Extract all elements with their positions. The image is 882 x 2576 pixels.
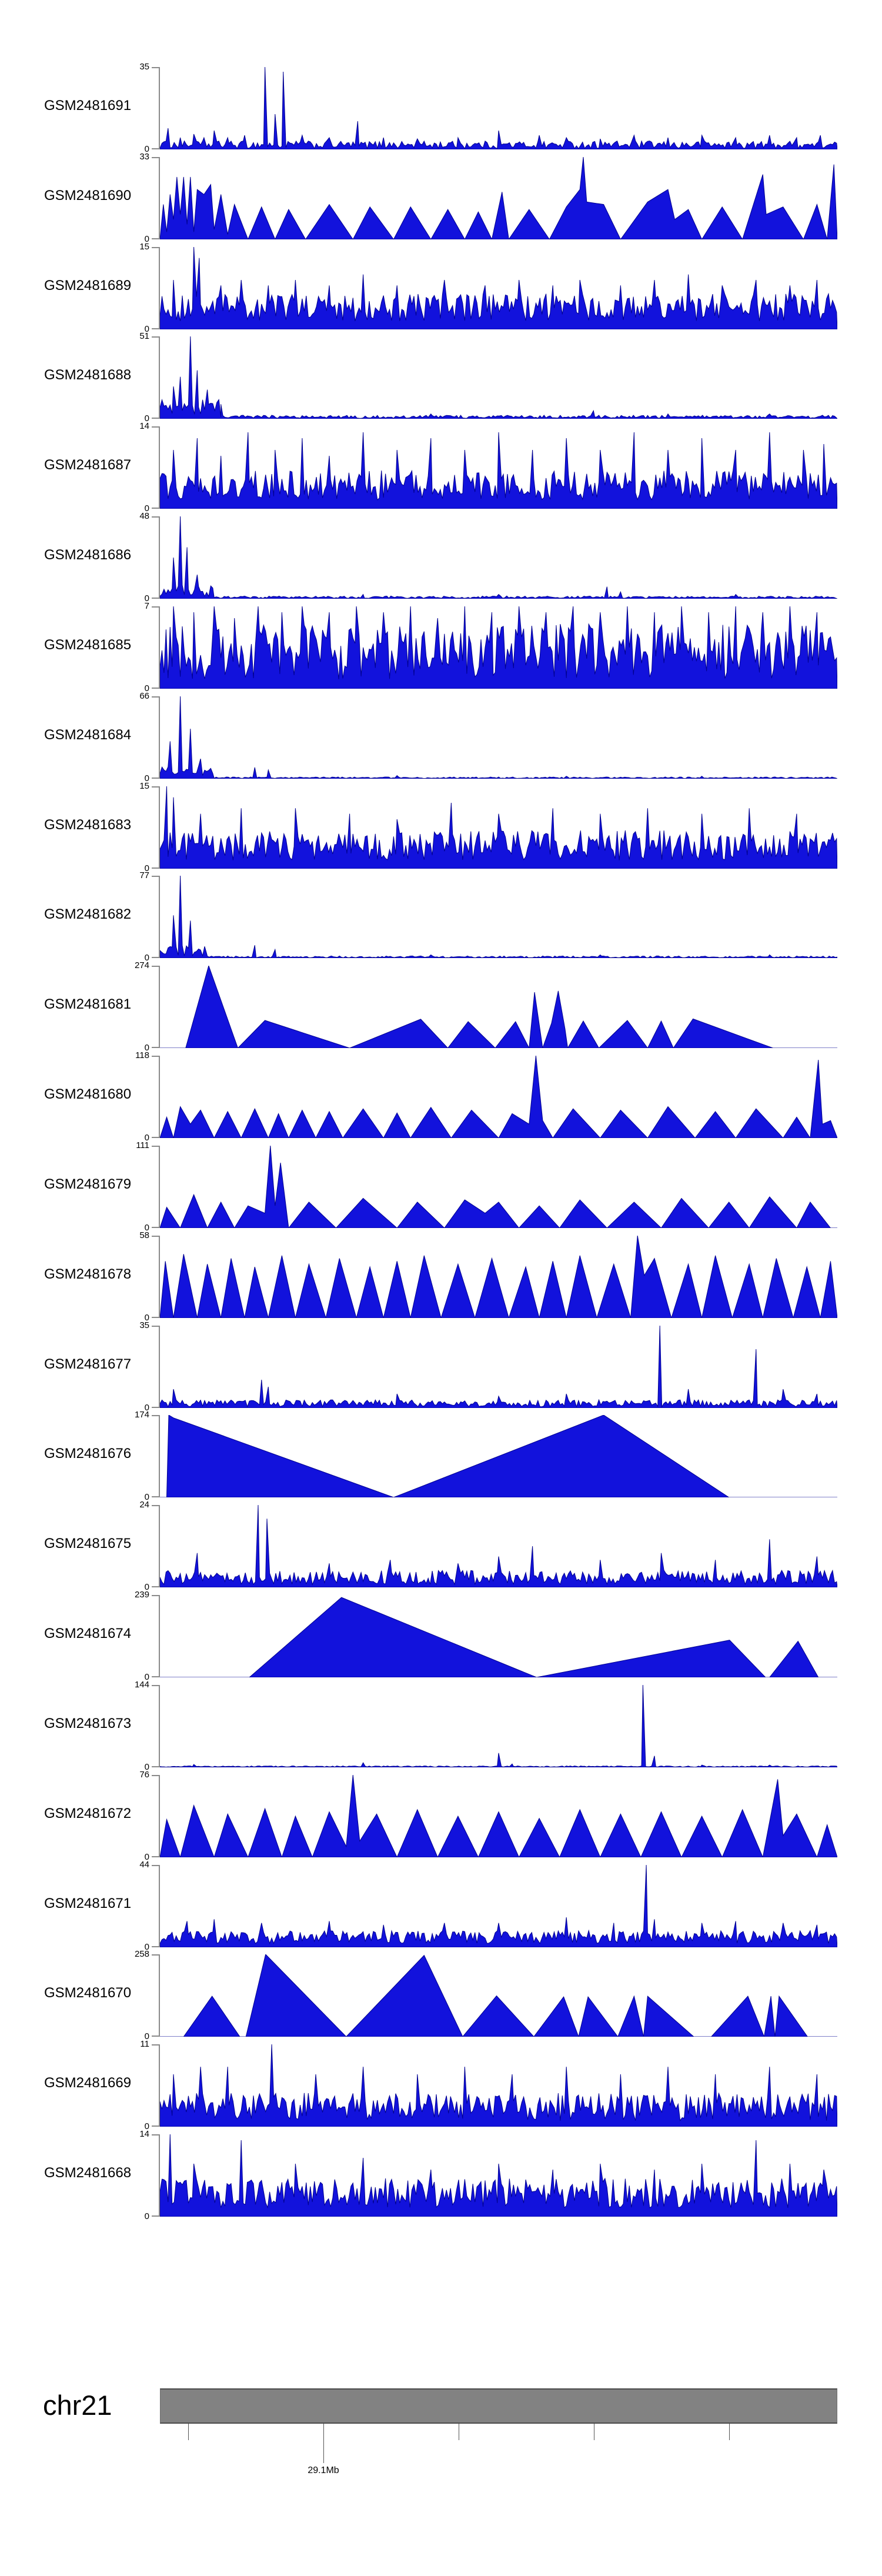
coverage-signal-polygon	[160, 67, 837, 149]
coverage-signal-polygon	[160, 516, 837, 599]
y-axis-top-tick	[152, 1954, 159, 1956]
y-axis-zero-label: 0	[144, 1402, 149, 1413]
y-axis-zero-label: 0	[144, 1133, 149, 1143]
coverage-signal-polygon	[160, 696, 837, 779]
y-axis-zero-label: 0	[144, 863, 149, 873]
signal-area-plot	[160, 966, 837, 1048]
y-axis-zero-tick	[152, 1676, 159, 1677]
y-axis-zero-label: 0	[144, 233, 149, 244]
y-axis-zero-tick	[152, 688, 159, 689]
signal-area-plot	[160, 2044, 837, 2127]
y-axis-top-tick	[152, 966, 159, 967]
y-axis-top-tick	[152, 876, 159, 877]
y-axis-top-tick	[152, 1505, 159, 1506]
y-axis-zero-tick	[152, 328, 159, 329]
y-axis-max-label: 144	[134, 1679, 149, 1690]
y-axis-max-label: 111	[136, 1140, 149, 1150]
ruler-tick-labeled	[323, 2424, 324, 2463]
y-axis-zero-tick	[152, 1317, 159, 1318]
signal-area-plot	[160, 1685, 837, 1767]
track-label: GSM2481668	[44, 2165, 132, 2181]
y-axis-max-label: 33	[139, 151, 149, 162]
y-axis-max-label: 51	[139, 331, 149, 342]
y-axis-zero-label: 0	[144, 1222, 149, 1233]
y-axis-top-tick	[152, 157, 159, 158]
coverage-signal-polygon	[160, 966, 837, 1048]
signal-area-plot	[160, 336, 837, 419]
y-axis-zero-label: 0	[144, 773, 149, 783]
signal-area-plot	[160, 2134, 837, 2217]
coverage-signal-polygon	[160, 1326, 837, 1408]
track-label: GSM2481675	[44, 1536, 132, 1552]
y-axis-max-label: 11	[140, 2039, 149, 2050]
coverage-signal-polygon	[160, 2044, 837, 2127]
y-axis-top-tick	[152, 1326, 159, 1327]
track-label: GSM2481688	[44, 367, 132, 383]
y-axis-top-tick	[152, 1685, 159, 1686]
signal-area-plot	[160, 1415, 837, 1497]
signal-area-plot	[160, 1505, 837, 1587]
position-tick-label: 29.1Mb	[308, 2465, 339, 2475]
y-axis-top-tick	[152, 1146, 159, 1147]
track-label: GSM2481681	[44, 996, 132, 1013]
signal-area-plot	[160, 1775, 837, 1857]
coverage-signal-polygon	[160, 1865, 837, 1947]
signal-area-plot	[160, 1865, 837, 1947]
track-label: GSM2481674	[44, 1626, 132, 1642]
signal-area-plot	[160, 426, 837, 509]
signal-area-plot	[160, 1595, 837, 1677]
y-axis-top-tick	[152, 1056, 159, 1057]
y-axis-zero-tick	[152, 2036, 159, 2037]
y-axis-max-label: 239	[134, 1590, 149, 1600]
y-axis-top-tick	[152, 696, 159, 698]
y-axis-zero-tick	[152, 867, 159, 869]
y-axis-top-tick	[152, 786, 159, 788]
coverage-signal-polygon	[160, 606, 837, 689]
y-axis-max-label: 7	[144, 600, 149, 611]
track-label: GSM2481684	[44, 726, 132, 743]
y-axis-zero-label: 0	[144, 1941, 149, 1952]
y-axis-top-tick	[152, 606, 159, 608]
y-axis-zero-label: 0	[144, 1492, 149, 1503]
y-axis-top-tick	[152, 1236, 159, 1237]
y-axis-zero-tick	[152, 778, 159, 779]
y-axis-zero-label: 0	[144, 2031, 149, 2042]
track-label: GSM2481685	[44, 636, 132, 653]
coverage-signal-polygon	[160, 1685, 837, 1767]
y-axis-top-tick	[152, 2044, 159, 2046]
y-axis-zero-tick	[152, 418, 159, 419]
y-axis-top-tick	[152, 1595, 159, 1596]
track-label: GSM2481671	[44, 1895, 132, 1911]
coverage-signal-polygon	[160, 1954, 837, 2037]
y-axis-zero-label: 0	[144, 1312, 149, 1323]
ruler-tick	[729, 2424, 730, 2440]
y-axis-max-label: 35	[139, 1320, 149, 1330]
y-axis-top-tick	[152, 336, 159, 338]
signal-area-plot	[160, 1236, 837, 1318]
y-axis-max-label: 48	[139, 511, 149, 522]
signal-area-plot	[160, 876, 837, 958]
y-axis-zero-label: 0	[144, 2211, 149, 2222]
y-axis-zero-tick	[152, 1227, 159, 1228]
y-axis-top-tick	[152, 1865, 159, 1866]
y-axis-top-tick	[152, 247, 159, 248]
track-label: GSM2481672	[44, 1805, 132, 1821]
y-axis-zero-tick	[152, 1407, 159, 1408]
y-axis-max-label: 58	[139, 1230, 149, 1240]
track-label: GSM2481683	[44, 816, 132, 833]
track-label: GSM2481670	[44, 1985, 132, 2001]
chromosome-label: chr21	[43, 2390, 112, 2421]
y-axis-max-label: 174	[134, 1410, 149, 1420]
y-axis-zero-tick	[152, 2215, 159, 2217]
y-axis-zero-label: 0	[144, 1851, 149, 1862]
y-axis-zero-label: 0	[144, 1582, 149, 1593]
y-axis-zero-tick	[152, 508, 159, 509]
track-label: GSM2481679	[44, 1176, 132, 1192]
signal-area-plot	[160, 1954, 837, 2037]
y-axis-zero-tick	[152, 957, 159, 958]
y-axis-zero-tick	[152, 148, 159, 149]
ruler-tick	[188, 2424, 189, 2440]
track-label: GSM2481687	[44, 457, 132, 473]
y-axis-max-label: 66	[139, 690, 149, 701]
track-label: GSM2481682	[44, 906, 132, 923]
y-axis-zero-label: 0	[144, 323, 149, 334]
track-label: GSM2481690	[44, 187, 132, 203]
signal-area-plot	[160, 1056, 837, 1138]
signal-area-plot	[160, 1146, 837, 1228]
y-axis-max-label: 77	[139, 870, 149, 881]
y-axis-zero-label: 0	[144, 144, 149, 154]
y-axis-zero-tick	[152, 1856, 159, 1857]
coverage-signal-polygon	[160, 2134, 837, 2217]
y-axis-max-label: 35	[139, 62, 149, 72]
y-axis-top-tick	[152, 516, 159, 518]
y-axis-zero-tick	[152, 2125, 159, 2127]
y-axis-max-label: 258	[134, 1949, 149, 1960]
y-axis-zero-label: 0	[144, 683, 149, 693]
y-axis-max-label: 15	[139, 241, 149, 252]
y-axis-zero-label: 0	[144, 1761, 149, 1772]
signal-area-plot	[160, 786, 837, 869]
signal-area-plot	[160, 696, 837, 779]
y-axis-top-tick	[152, 1775, 159, 1776]
y-axis-zero-tick	[152, 1946, 159, 1947]
y-axis-zero-tick	[152, 598, 159, 599]
y-axis-max-label: 15	[139, 780, 149, 791]
y-axis-zero-tick	[152, 1586, 159, 1587]
coverage-signal-polygon	[160, 247, 837, 329]
y-axis-zero-label: 0	[144, 2121, 149, 2132]
coverage-signal-polygon	[160, 1775, 837, 1857]
track-label: GSM2481689	[44, 277, 132, 293]
signal-area-plot	[160, 247, 837, 329]
signal-area-plot	[160, 606, 837, 689]
coverage-signal-polygon	[160, 1597, 837, 1677]
coverage-signal-polygon	[160, 1415, 837, 1497]
y-axis-max-label: 24	[139, 1500, 149, 1510]
y-axis-top-tick	[152, 426, 159, 428]
y-axis-max-label: 76	[139, 1769, 149, 1780]
track-label: GSM2481686	[44, 547, 132, 563]
y-axis-zero-tick	[152, 1496, 159, 1497]
y-axis-zero-label: 0	[144, 413, 149, 424]
chromosome-ideogram-bar	[160, 2388, 837, 2424]
y-axis-max-label: 274	[134, 960, 149, 971]
coverage-signal-polygon	[160, 876, 837, 958]
y-axis-zero-label: 0	[144, 503, 149, 514]
coverage-signal-polygon	[160, 1056, 837, 1138]
y-axis-zero-tick	[152, 1766, 159, 1767]
y-axis-zero-tick	[152, 1047, 159, 1048]
track-label: GSM2481673	[44, 1715, 132, 1731]
y-axis-top-tick	[152, 2134, 159, 2135]
coverage-signal-polygon	[160, 432, 837, 509]
track-label: GSM2481677	[44, 1356, 132, 1372]
y-axis-top-tick	[152, 1415, 159, 1416]
track-label: GSM2481691	[44, 98, 132, 114]
track-label: GSM2481669	[44, 2075, 132, 2091]
y-axis-zero-tick	[152, 238, 159, 239]
y-axis-zero-label: 0	[144, 593, 149, 604]
track-label: GSM2481680	[44, 1086, 132, 1103]
y-axis-max-label: 14	[139, 2129, 149, 2140]
coverage-signal-polygon	[160, 157, 837, 239]
y-axis-max-label: 118	[135, 1050, 149, 1061]
coverage-signal-polygon	[160, 1505, 837, 1587]
y-axis-zero-tick	[152, 1137, 159, 1138]
y-axis-max-label: 14	[139, 421, 149, 432]
y-axis-zero-label: 0	[144, 1672, 149, 1683]
signal-area-plot	[160, 516, 837, 599]
track-label: GSM2481678	[44, 1266, 132, 1282]
y-axis-max-label: 44	[139, 1859, 149, 1870]
track-label: GSM2481676	[44, 1446, 132, 1462]
signal-area-plot	[160, 67, 837, 149]
coverage-signal-polygon	[160, 1146, 837, 1228]
coverage-signal-polygon	[160, 786, 837, 869]
y-axis-top-tick	[152, 67, 159, 68]
signal-area-plot	[160, 1326, 837, 1408]
coverage-signal-polygon	[160, 1236, 837, 1318]
y-axis-zero-label: 0	[144, 1043, 149, 1053]
y-axis-zero-label: 0	[144, 953, 149, 963]
coverage-signal-polygon	[160, 336, 837, 419]
signal-area-plot	[160, 157, 837, 239]
